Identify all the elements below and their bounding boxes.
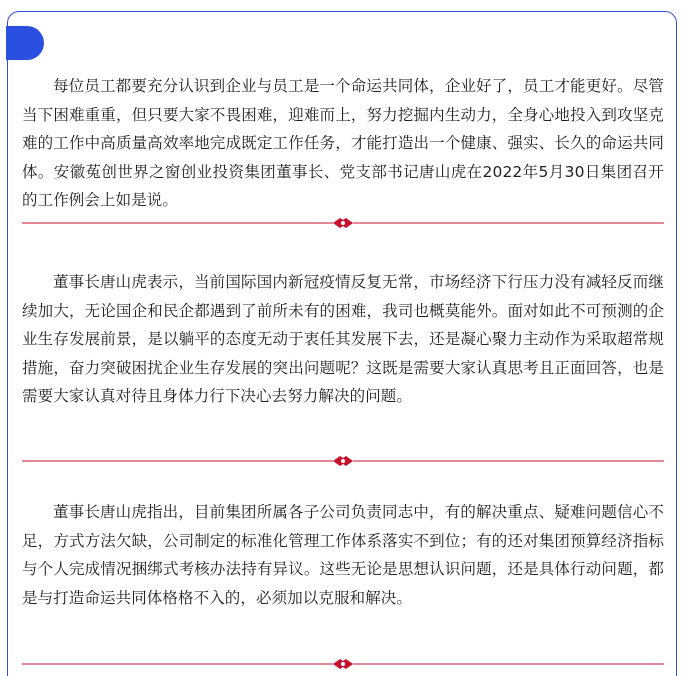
ornament-divider-icon — [22, 215, 664, 231]
paragraph-3: 董事长唐山虎指出，目前集团所属各子公司负责同志中，有的解决重点、疑难问题信心不足，方式方法欠缺，公司制定的标准化管理工作体系落实不到位；有的还对集团预算经济指标与个人完成情况捆绑式考核办法持有异议。这些无论是思想认识问题，还是具体行动问题，都是与打造命运共同体格格不入的，必须加以克服和解决。 — [22, 503, 664, 607]
paragraph-1: 每位员工都要充分认识到企业与员工是一个命运共同体，企业好了，员工才能更好。尽管当下困难重重，但只要大家不畏困难，迎难而上，努力挖掘内生动力，全身心地投入到攻坚克难的工作中高质量高效率地完成既定工作任务，才能打造出一个健康、强实、长久的命运共同体。安徽菟创世界之窗创业投资集团董事长、党支部书记唐山虎在2022年5月30日集团召开的工作例会上如是说。 — [22, 77, 664, 209]
paragraph-2: 董事长唐山虎表示，当前国际国内新冠疫情反复无常，市场经济下行压力没有减轻反而继续加大，无论国企和民企都遇到了前所未有的困难，我司也概莫能外。面对如此不可预测的企业生存发展前景，是以躺平的态度无动于衷任其发展下去，还是凝心聚力主动作为采取超常规措施，奋力突破困扰企业生存发展的突出问题呢？这既是需要大家认真思考且正面回答，也是需要大家认真对待且身体力行下决心去努力解决的问题。 — [22, 273, 664, 405]
ornament-divider-icon — [22, 453, 664, 469]
section-tab-decoration — [6, 26, 44, 60]
ornament-divider-icon — [22, 656, 664, 672]
